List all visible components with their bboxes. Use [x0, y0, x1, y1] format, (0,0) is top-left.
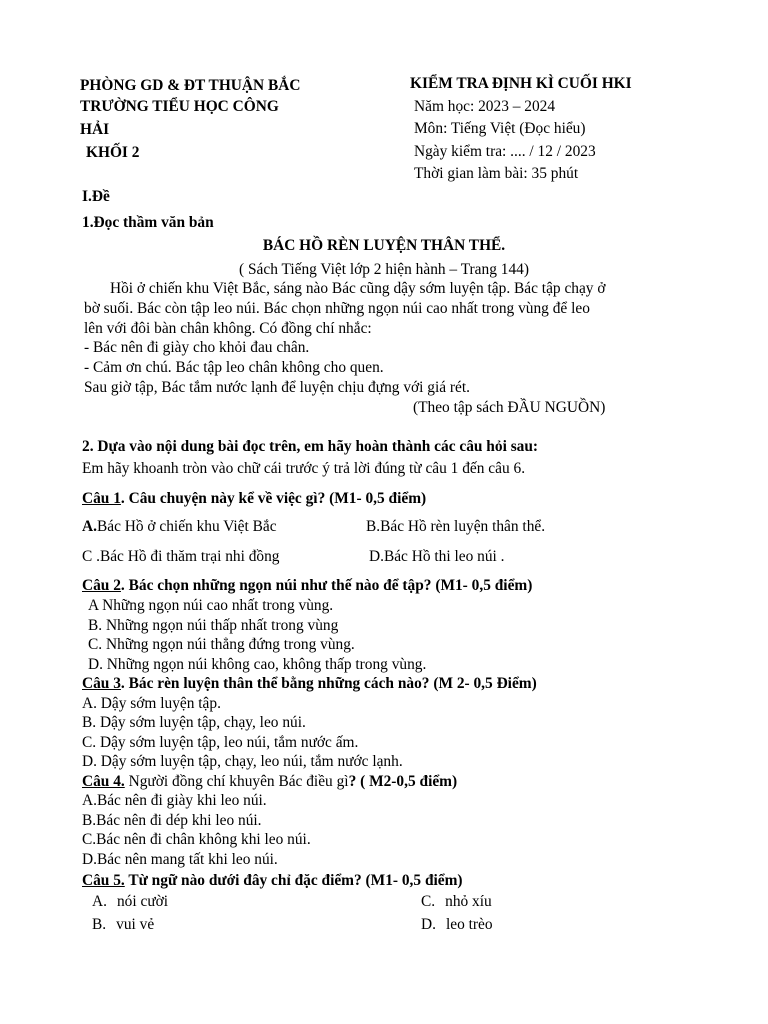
- q4-option-b: B.Bác nên đi dép khi leo núi.: [82, 812, 262, 829]
- q1-option-d: D.Bác Hồ thi leo núi .: [369, 548, 505, 565]
- q2-option-c: C. Những ngọn núi thẳng đứng trong vùng.: [88, 636, 355, 653]
- q3-option-b: B. Dậy sớm luyện tập, chạy, leo núi.: [82, 714, 306, 731]
- q2-option-a: A Những ngọn núi cao nhất trong vùng.: [88, 597, 334, 614]
- q4-option-c: C.Bác nên đi chân không khi leo núi.: [82, 831, 311, 848]
- question-1: [82, 489, 426, 508]
- q3-option-d: D. Dậy sớm luyện tập, chạy, leo núi, tắm nước lạnh.: [82, 753, 403, 770]
- option-text: vui vẻ: [116, 916, 155, 933]
- option-text: leo trèo: [445, 916, 493, 933]
- exam-duration: Thời gian làm bài: 35 phút: [414, 165, 579, 182]
- school-name-cont: HẢI: [80, 121, 110, 138]
- option-letter: B.: [92, 916, 107, 933]
- question-label: Câu 3: [82, 675, 121, 692]
- question-3: [82, 674, 537, 693]
- q5-option-a: [92, 892, 168, 911]
- reading-source: ( Sách Tiếng Việt lớp 2 hiện hành – Trang 144): [239, 261, 529, 278]
- question-label: Câu 1: [82, 490, 121, 507]
- q5-option-b: [92, 915, 154, 934]
- school-department: PHÒNG GD & ĐT THUẬN BẮC: [80, 77, 301, 94]
- option-letter: C.: [421, 893, 436, 910]
- questions-heading: 2. Dựa vào nội dung bài đọc trên, em hãy hoàn thành các câu hỏi sau:: [82, 438, 539, 455]
- question-text: Người đồng chí khuyên Bác điều gì: [124, 773, 349, 790]
- exam-date: Ngày kiểm tra: .... / 12 / 2023: [414, 143, 596, 160]
- subject: Môn: Tiếng Việt (Đọc hiểu): [414, 120, 586, 137]
- section-title: I.Đề: [82, 188, 110, 205]
- question-2: [82, 576, 532, 595]
- reading-title: BÁC HỒ RÈN LUYỆN THÂN THỂ.: [262, 237, 506, 254]
- option-text: nhỏ xíu: [445, 893, 492, 910]
- passage-line: bờ suối. Bác còn tập leo núi. Bác chọn những ngọn núi cao nhất trong vùng để leo: [84, 300, 590, 317]
- exam-title: KIỂM TRA ĐỊNH KÌ CUỐI HKI: [410, 75, 632, 92]
- q4-option-d: D.Bác nên mang tất khi leo núi.: [82, 851, 278, 868]
- question-text: . Bác rèn luyện thân thể bằng những cách nào? (M 2- 0,5 Điểm): [120, 675, 537, 692]
- passage-line: Sau giờ tập, Bác tắm nước lạnh để luyện chịu đựng với giá rét.: [84, 379, 471, 396]
- question-label: Câu 4.: [82, 773, 125, 790]
- question-label: Câu 2: [82, 577, 121, 594]
- q3-option-c: C. Dậy sớm luyện tập, leo núi, tắm nước ấm.: [82, 734, 359, 751]
- option-text: Bác Hồ ở chiến khu Việt Bắc: [96, 518, 277, 535]
- grade-label: KHỐI 2: [86, 144, 140, 161]
- q4-option-a: A.Bác nên đi giày khi leo núi.: [82, 792, 267, 809]
- q5-option-c: [421, 892, 492, 911]
- school-name: TRƯỜNG TIỂU HỌC CÔNG: [80, 98, 279, 115]
- questions-instruction: Em hãy khoanh tròn vào chữ cái trước ý trả lời đúng từ câu 1 đến câu 6.: [82, 460, 526, 477]
- question-5: [82, 871, 463, 890]
- passage-line: - Cảm ơn chú. Bác tập leo chân không cho quen.: [84, 359, 384, 376]
- option-letter: D.: [421, 916, 436, 933]
- q5-option-d: [421, 915, 493, 934]
- passage-line: Hồi ở chiến khu Việt Bắc, sáng nào Bác cũng dậy sớm luyện tập. Bác tập chạy ở: [110, 280, 606, 297]
- question-4: [82, 772, 457, 791]
- option-letter: A.: [92, 893, 107, 910]
- passage-line: lên với đôi bàn chân không. Có đồng chí nhắc:: [84, 320, 372, 337]
- option-letter: A.: [82, 518, 97, 535]
- passage-credit: (Theo tập sách ĐẦU NGUỒN): [413, 399, 606, 416]
- reading-heading: 1.Đọc thầm văn bản: [82, 214, 214, 231]
- question-text: . Bác chọn những ngọn núi như thế nào để tập? (M1- 0,5 điểm): [120, 577, 533, 594]
- q1-option-a: [82, 517, 277, 536]
- school-year: Năm học: 2023 – 2024: [414, 98, 556, 115]
- q1-option-c: C .Bác Hồ đi thăm trại nhi đồng: [82, 548, 280, 565]
- question-points: ? ( M2-0,5 điểm): [348, 773, 458, 790]
- q2-option-d: D. Những ngọn núi không cao, không thấp trong vùng.: [88, 656, 427, 673]
- passage-line: - Bác nên đi giày cho khỏi đau chân.: [84, 339, 310, 356]
- q3-option-a: A. Dậy sớm luyện tập.: [82, 695, 221, 712]
- question-label: Câu 5.: [82, 872, 125, 889]
- q2-option-b: B. Những ngọn núi thấp nhất trong vùng: [88, 617, 339, 634]
- question-text: Từ ngữ nào dưới đây chỉ đặc điểm? (M1- 0,5 điểm): [124, 872, 463, 889]
- question-text: . Câu chuyện này kể về việc gì? (M1- 0,5 điểm): [120, 490, 427, 507]
- q1-option-b: B.Bác Hồ rèn luyện thân thể.: [366, 518, 546, 535]
- option-text: nói cười: [116, 893, 169, 910]
